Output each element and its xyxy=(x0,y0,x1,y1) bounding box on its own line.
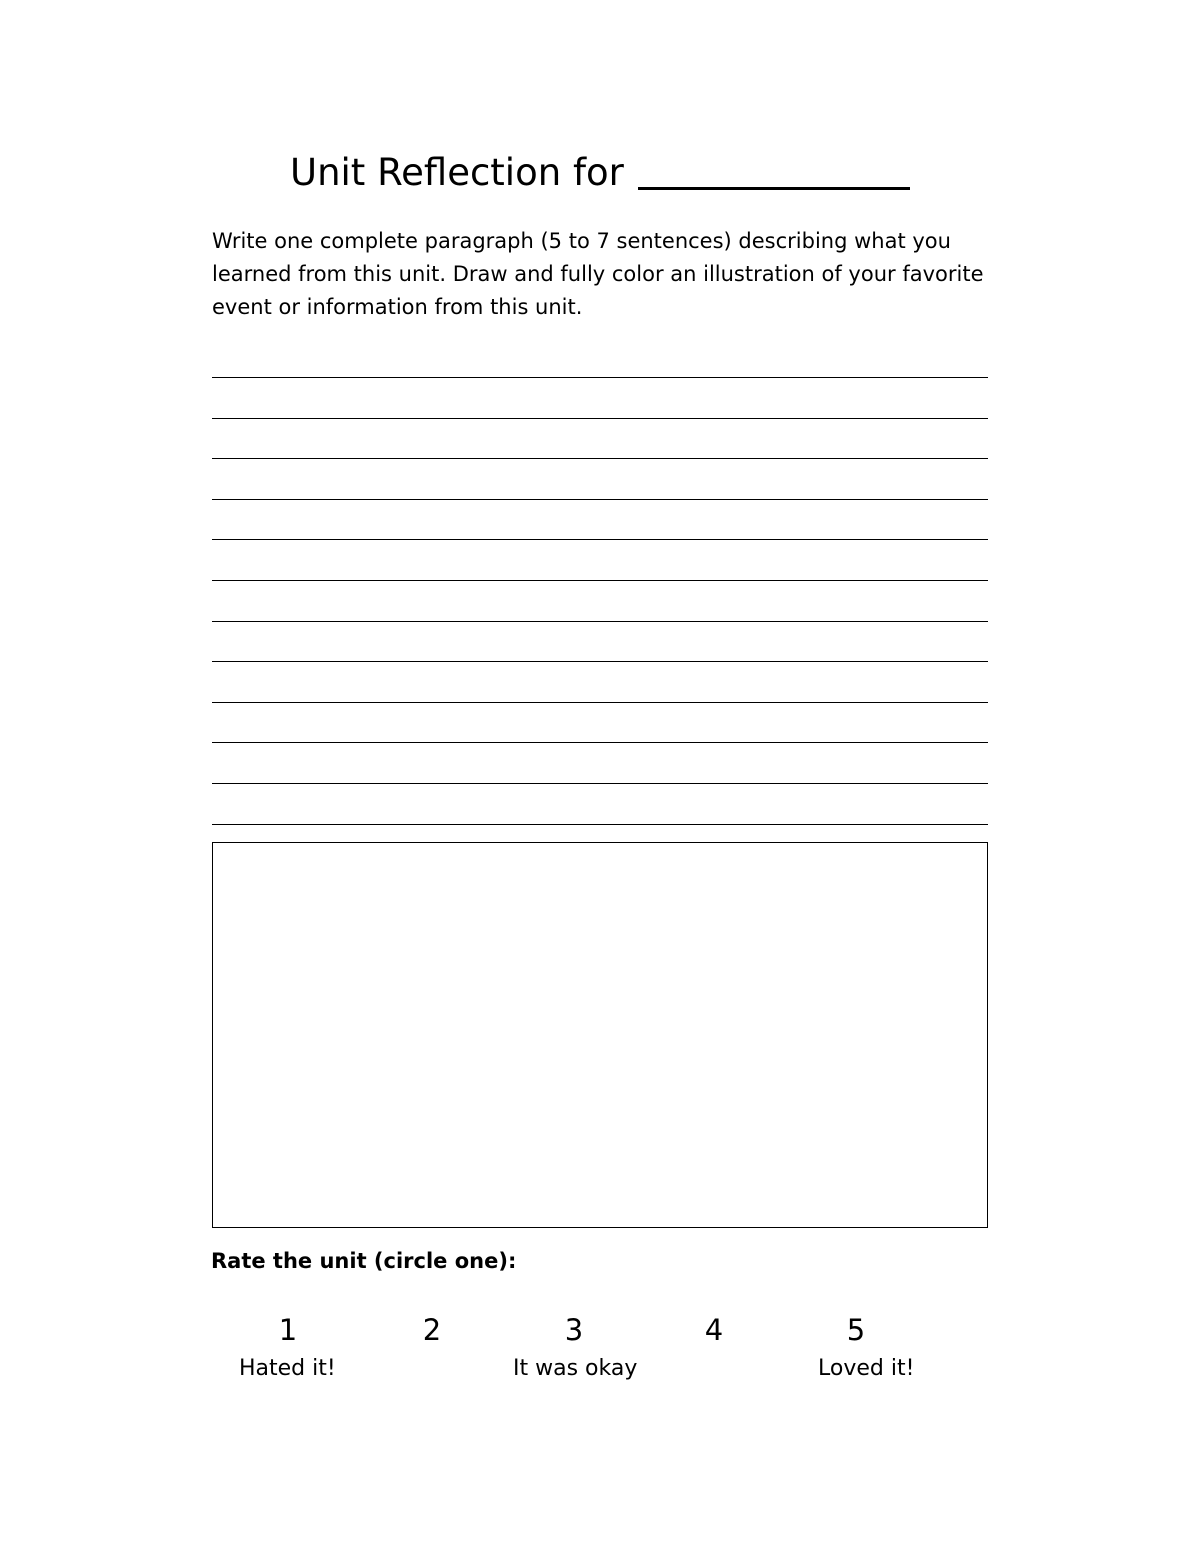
rating-caption-high: Loved it! xyxy=(818,1356,915,1381)
writing-line[interactable] xyxy=(212,824,988,825)
rating-option-4[interactable]: 4 xyxy=(704,1313,724,1347)
writing-line[interactable] xyxy=(212,783,988,784)
writing-line[interactable] xyxy=(212,661,988,662)
writing-line[interactable] xyxy=(212,621,988,622)
rating-option-2[interactable]: 2 xyxy=(422,1313,442,1347)
illustration-box[interactable] xyxy=(212,842,988,1228)
writing-line[interactable] xyxy=(212,377,988,378)
instructions-text: Write one complete paragraph (5 to 7 sentences) describing what you learned from this unit. Draw and fully color an illustration of your favorite event or information from this unit. xyxy=(212,229,984,319)
writing-line[interactable] xyxy=(212,499,988,500)
writing-line[interactable] xyxy=(212,742,988,743)
rating-option-5[interactable]: 5 xyxy=(846,1313,866,1347)
writing-line[interactable] xyxy=(212,458,988,459)
title-name-blank[interactable] xyxy=(638,187,910,190)
rating-option-1[interactable]: 1 xyxy=(278,1313,298,1347)
writing-line[interactable] xyxy=(212,418,988,419)
writing-line[interactable] xyxy=(212,702,988,703)
rating-option-3[interactable]: 3 xyxy=(564,1313,584,1347)
rating-caption-mid: It was okay xyxy=(513,1356,638,1381)
rating-label: Rate the unit (circle one): xyxy=(211,1249,517,1273)
writing-line[interactable] xyxy=(212,539,988,540)
rating-caption-low: Hated it! xyxy=(239,1356,336,1381)
title-row xyxy=(290,148,910,196)
page-title: Unit Reflection for xyxy=(290,151,624,194)
writing-line[interactable] xyxy=(212,580,988,581)
